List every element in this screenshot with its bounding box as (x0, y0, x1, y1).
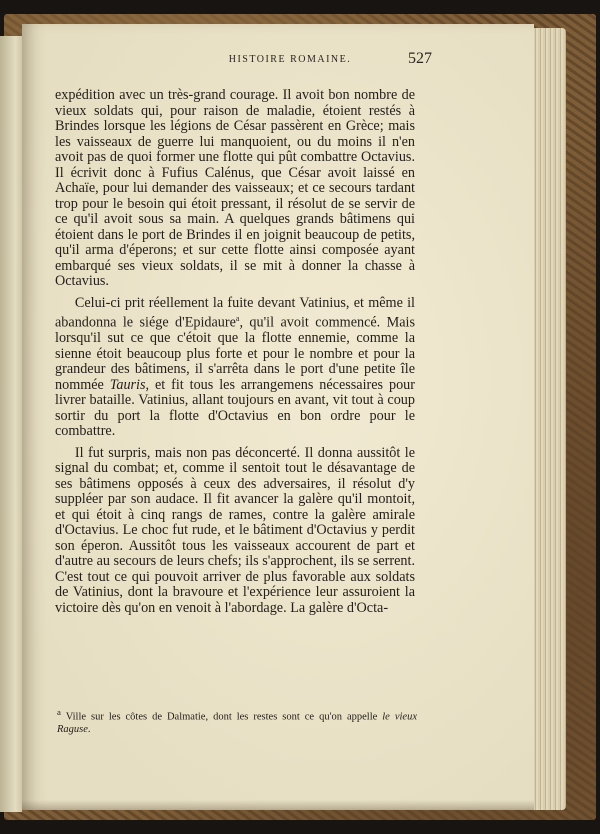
page-number: 527 (408, 50, 432, 67)
footnote (57, 706, 417, 736)
paragraph-2-part-3: , et fit tous les arrangemens nécessaires pour livrer bataille. Vatinius, allant toujours en avant, vit tout à coup sortir du port la flotte d'Octavius en bon ordre pour le combattre. (55, 376, 415, 440)
island-name: Tauris (109, 376, 146, 393)
paragraph-2 (55, 296, 415, 440)
footnote-mark: a (57, 707, 61, 717)
footnote-text: Ville sur les côtes de Dalmatie, dont les restes sont ce qu'on appelle (60, 711, 383, 723)
footnote-italic: le vieux Raguse (57, 711, 417, 735)
left-page-sliver (0, 36, 22, 812)
body-text (55, 88, 415, 622)
paragraph-1: expédition avec un très-grand courage. Il avoit bon nombre de vieux soldats qui, pour raison de maladie, étoient restés à Brindes lorsque les légions de César passèrent en Grèce; mais les vaisseaux de guerre lui manquoient, ou du moins il n'en avoit pas de quoi former une flotte qui pût combattre Octavius. Il écrivit donc à Fufius Calénus, que César avoit laissé en Achaïe, pour lui demander des vaisseaux; et ce secours tardant trop pour le besoin qui étoit pressant, il résolut de se servir de ce qu'il avoit sous sa main. A quelques grands bâtimens qui étoient dans le port de Brindes il en joignit beaucoup de petits, qu'il arma d'éperons; et sur cette flotte ainsi composée ayant embarqué ses vieux soldats, il se mit à donner la chasse à Octavius. (55, 87, 415, 289)
footnote-reference: a (235, 314, 240, 323)
footnote-end: . (87, 723, 91, 735)
page-shadow (22, 800, 534, 810)
paragraph-3: Il fut surpris, mais non pas déconcerté. Il donna aussitôt le signal du combat; et, comme il sentoit tout le désavantage de ses bâtimens opposés à ceux des adversaires, il résolut d'y suppléer par son audace. Il fit avancer la galère qu'il montoit, et qui étoit à cinq rangs de rames, contre la galère amirale d'Octavius. Le choc fut rude, et le bâtiment d'Octavius y perdit son éperon. Aussitôt tous les vaisseaux accourent de part et d'autre au secours de leurs chefs; ils s'approchent, ils se serrent. C'est tout ce qui pouvoit arriver de plus favorable aux soldats de Vatinius, dont la bravoure et l'expérience leur assuroient la victoire dès qu'on en venoit à l'abordage. La galère d'Octa- (55, 444, 415, 616)
paragraph-2-part-1: Celui-ci prit réellement la fuite devant Vatinius, et même il abandonna le siége d'Epidaure (55, 294, 415, 331)
running-title: HISTOIRE ROMAINE. (228, 54, 352, 65)
paragraph-2-part-2: , qu'il avoit commencé. Mais lorsqu'il sut ce que c'étoit que la flotte ennemie, comme la sienne étoit beaucoup plus forte et pour le nombre et pour la grandeur des bâtimens, il s'arrêta dans le port d'une petite île nommée (55, 314, 416, 393)
